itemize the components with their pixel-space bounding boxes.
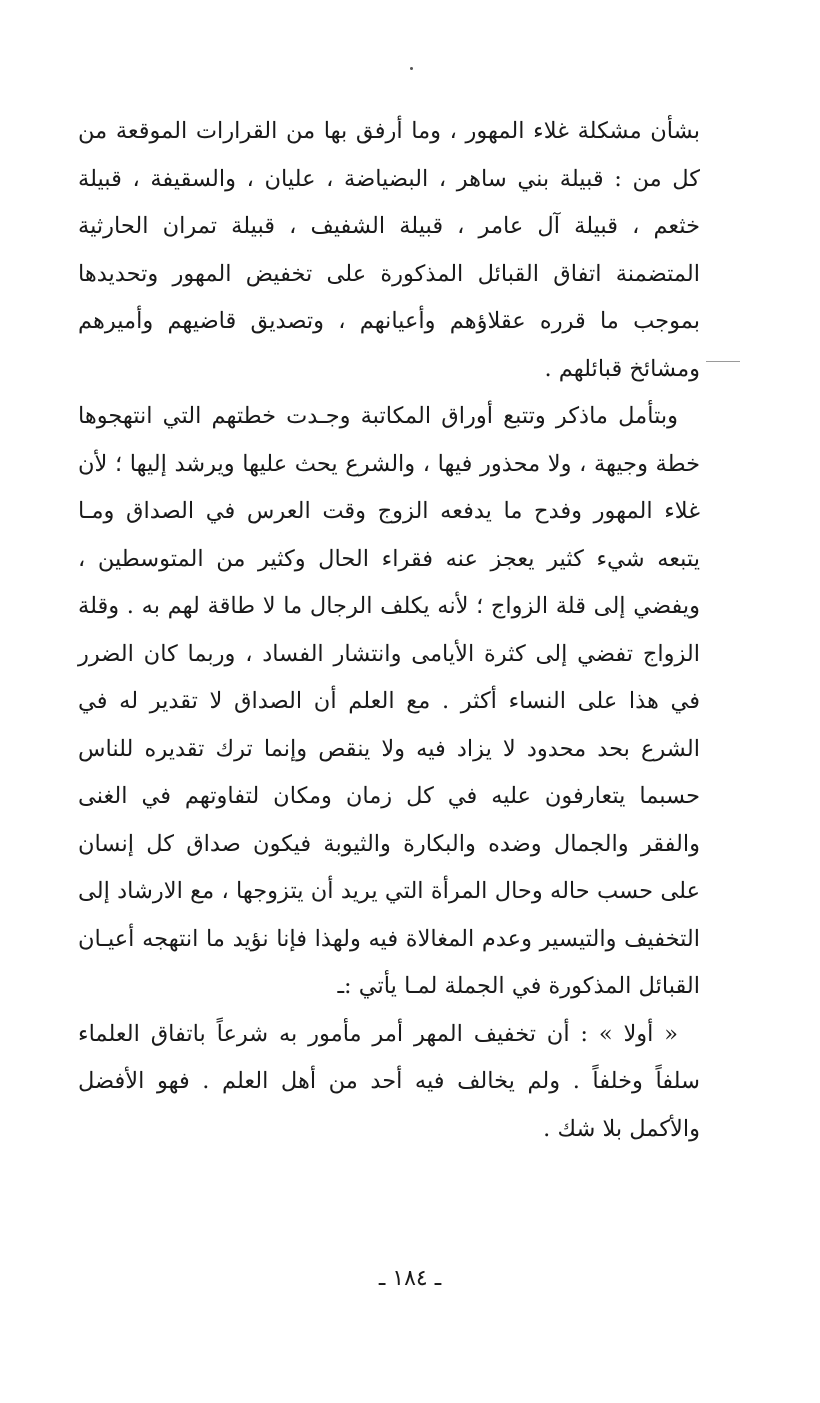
body-text [78,108,700,1153]
paragraph-2: وبتأمل ماذكر وتتبع أوراق المكاتبة وجـدت خطتهم التي انتهجوها خطة وجيهة ، ولا محذور فيها ، والشرع يحث عليها ويرشد إليها ؛ لأن غلاء المهور وفدح ما يدفعه الزوج وقت العرس في الصداق ومـا يتبعه شيء كثير يعجز عنه فقراء الحال وكثير من المتوسطين ، ويفضي إلى قلة الزواج ؛ لأنه يكلف الرجال ما لا طاقة لهم به . وقلة الزواج تفضي إلى كثرة الأيامى وانتشار الفساد ، وربما كان الضرر في هذا على النساء أكثر . مع العلم أن الصداق لا تقدير له في الشرع بحد محدود لا يزاد فيه ولا ينقص وإنما ترك تقديره للناس حسبما يتعارفون عليه في كل زمان ومكان لتفاوتهم في الغنى والفقر والجمال وضده والبكارة والثيوبة فيكون صداق كل إنسان على حسب حاله وحال المرأة التي يريد أن يتزوجها ، مع الارشاد إلى التخفيف والتيسير وعدم المغالاة فيه ولهذا فإنا نؤيد ما انتهجه أعيـان القبائل المذكورة في الجملة لمـا يأتي :ـ [78,403,700,999]
paragraph-3: « أولا » : أن تخفيف المهر أمر مأمور به شرعاً باتفاق العلماء سلفاً وخلفاً . ولم يخالف فيه أحد من أهل العلم . فهو الأفضل والأكمل بلا شك . [78,1020,700,1142]
margin-mark [706,361,740,362]
paragraph-1: بشأن مشكلة غلاء المهور ، وما أرفق بها من القرارات الموقعة من كل من : قبيلة بني ساهر ، البضياضة ، عليان ، والسقيفة ، قبيلة خثعم ، قبيلة آل عامر ، قبيلة الشفيف ، قبيلة تمران الحارثية المتضمنة اتفاق القبائل المذكورة على تخفيض المهور وتحديدها بموجب ما قرره عقلاؤهم وأعيانهم ، وتصديق قاضيهم وأميرهم ومشائخ قبائلهم . [78,118,700,382]
page-number: ـ ١٨٤ ـ [378,1266,442,1291]
scan-speck [410,67,413,70]
